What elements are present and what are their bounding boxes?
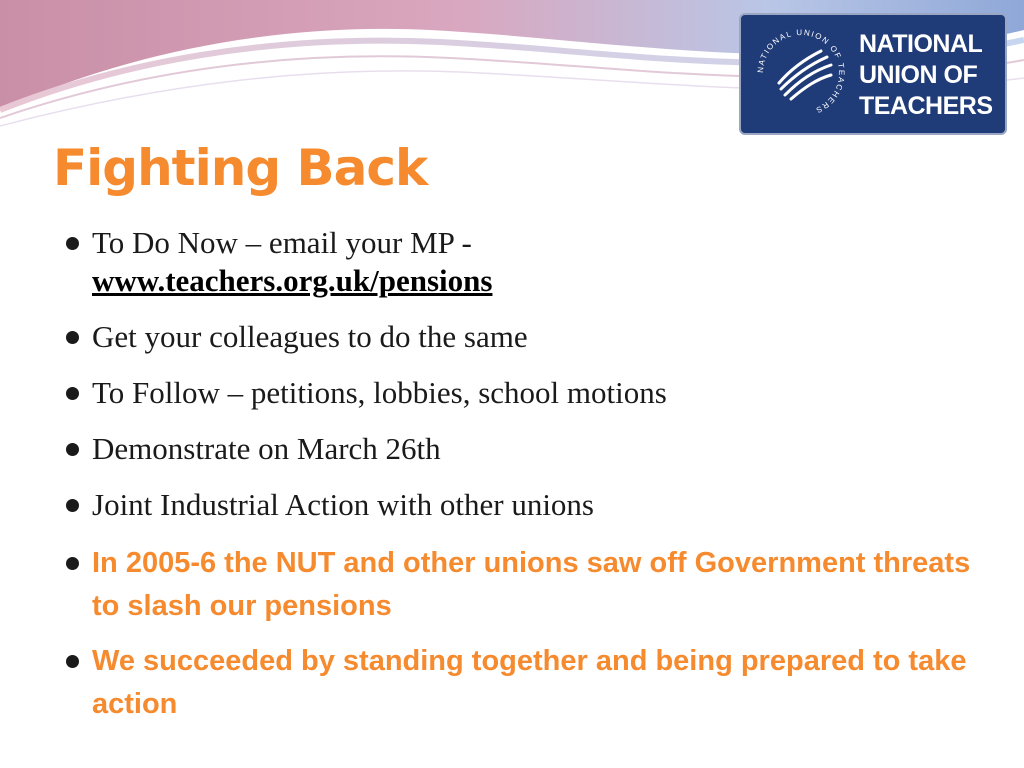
bullet-item-email-mp xyxy=(62,224,982,300)
logo-seal-text: NATIONAL UNION OF TEACHERS xyxy=(755,27,847,116)
bullet-item-follow xyxy=(62,374,982,412)
bullet-item-colleagues xyxy=(62,318,982,356)
bullet-text: We succeeded by standing together and being prepared to take action xyxy=(92,645,967,720)
bullet-item-demonstrate xyxy=(62,430,982,468)
bullet-dot-icon xyxy=(66,499,79,512)
bullet-dot-icon xyxy=(66,655,79,668)
pensions-link[interactable]: www.teachers.org.uk/pensions xyxy=(92,263,493,298)
bullet-item-2005-6 xyxy=(62,542,982,628)
nut-logo xyxy=(739,13,1007,135)
seal-emblem-icon xyxy=(751,23,851,123)
logo-line-3: TEACHERS xyxy=(859,92,993,120)
bullet-text: Get your colleagues to do the same xyxy=(92,319,528,354)
logo-line-2: UNION OF xyxy=(859,61,978,89)
bullet-text: To Follow – petitions, lobbies, school motions xyxy=(92,375,667,410)
bullet-dot-icon xyxy=(66,443,79,456)
bullet-list xyxy=(62,224,982,738)
bullet-text: Demonstrate on March 26th xyxy=(92,431,441,466)
bullet-dot-icon xyxy=(66,331,79,344)
bullet-item-industrial-action xyxy=(62,486,982,524)
bullet-dot-icon xyxy=(66,387,79,400)
bullet-dot-icon xyxy=(66,237,79,250)
bullet-text: Joint Industrial Action with other unions xyxy=(92,487,594,522)
slide-title: Fighting Back xyxy=(53,139,428,197)
logo-wordmark xyxy=(859,29,999,122)
logo-line-1: NATIONAL xyxy=(859,30,983,58)
bullet-text: In 2005-6 the NUT and other unions saw off Government threats to slash our pensions xyxy=(92,547,971,622)
bullet-dot-icon xyxy=(66,557,79,570)
bullet-item-succeeded xyxy=(62,640,982,726)
bullet-text: To Do Now – email your MP - xyxy=(92,225,472,260)
